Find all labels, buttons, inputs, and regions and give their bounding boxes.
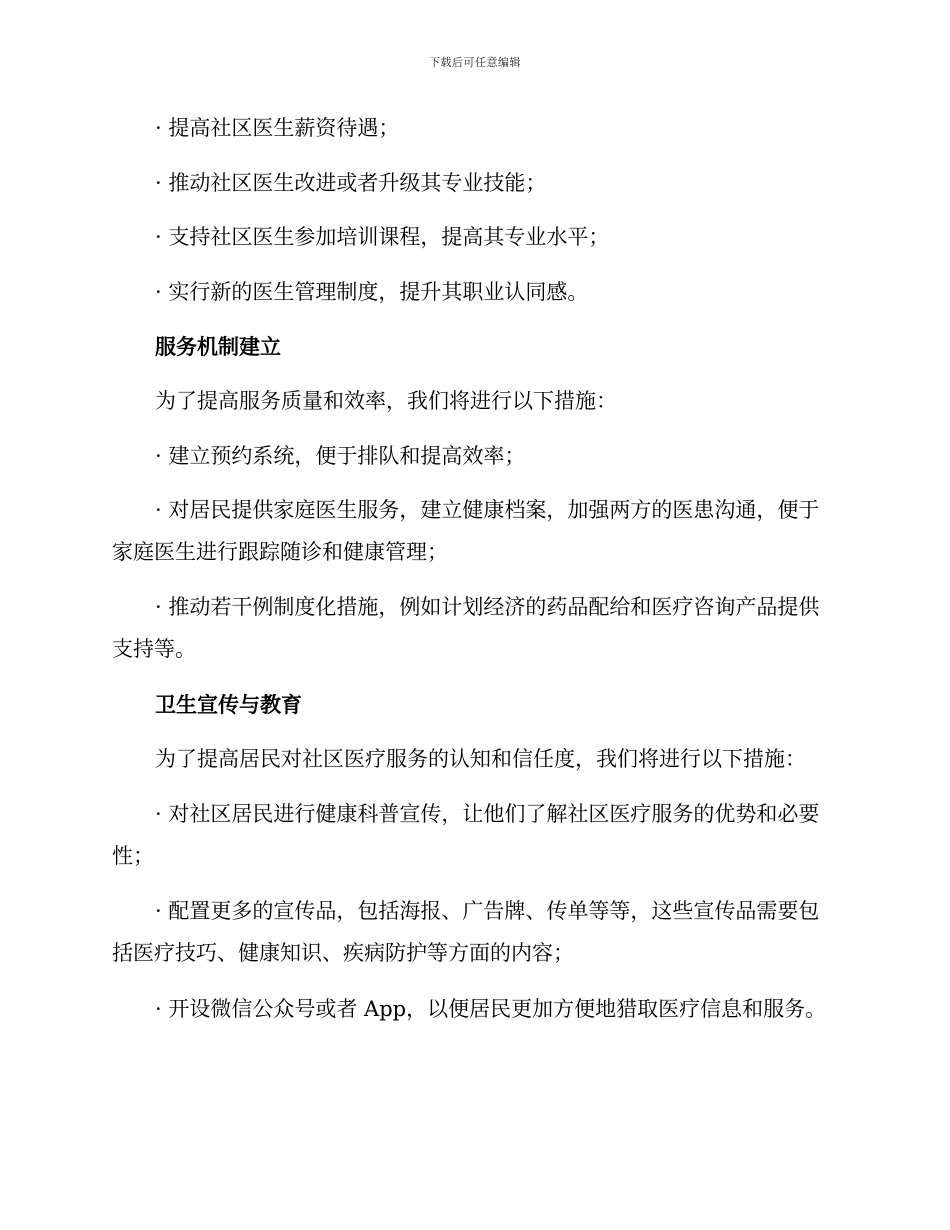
page-header: 下载后可任意编辑 [429,56,521,69]
education-bullet-wechat: · 开设微信公众号或者 App，以便居民更加方便地猎取医疗信息和服务。 [155,997,827,1021]
bullet-management: · 实行新的医生管理制度，提升其职业认同感。 [155,280,589,304]
section-heading-service: 服务机制建立 [155,335,281,359]
service-bullet-appointment: · 建立预约系统，便于排队和提高效率； [155,444,526,468]
bullet-training: · 支持社区医生参加培训课程，提高其专业水平； [155,225,610,249]
bullet-salary: · 提高社区医生薪资待遇； [155,116,400,140]
service-intro: 为了提高服务质量和效率，我们将进行以下措施： [155,389,617,413]
service-bullet-institutional: · 推动若干例制度化措施，例如计划经济的药品配给和医疗咨询产品提供支持等。 [112,595,820,661]
education-intro: 为了提高居民对社区医疗服务的认知和信任度，我们将进行以下措施： [155,747,806,771]
service-bullet-family-doctor: · 对居民提供家庭医生服务，建立健康档案，加强两方的医患沟通，便于家庭医生进行跟踪随诊和健康管理； [112,498,820,564]
section-heading-education: 卫生宣传与教育 [155,693,302,717]
education-bullet-science: · 对社区居民进行健康科普宣传，让他们了解社区医疗服务的优势和必要性； [112,802,820,868]
bullet-skills: · 推动社区医生改进或者升级其专业技能； [155,171,547,195]
education-bullet-materials: · 配置更多的宣传品，包括海报、广告牌、传单等等，这些宣传品需要包括医疗技巧、健康知识、疾病防护等方面的内容； [112,899,820,965]
